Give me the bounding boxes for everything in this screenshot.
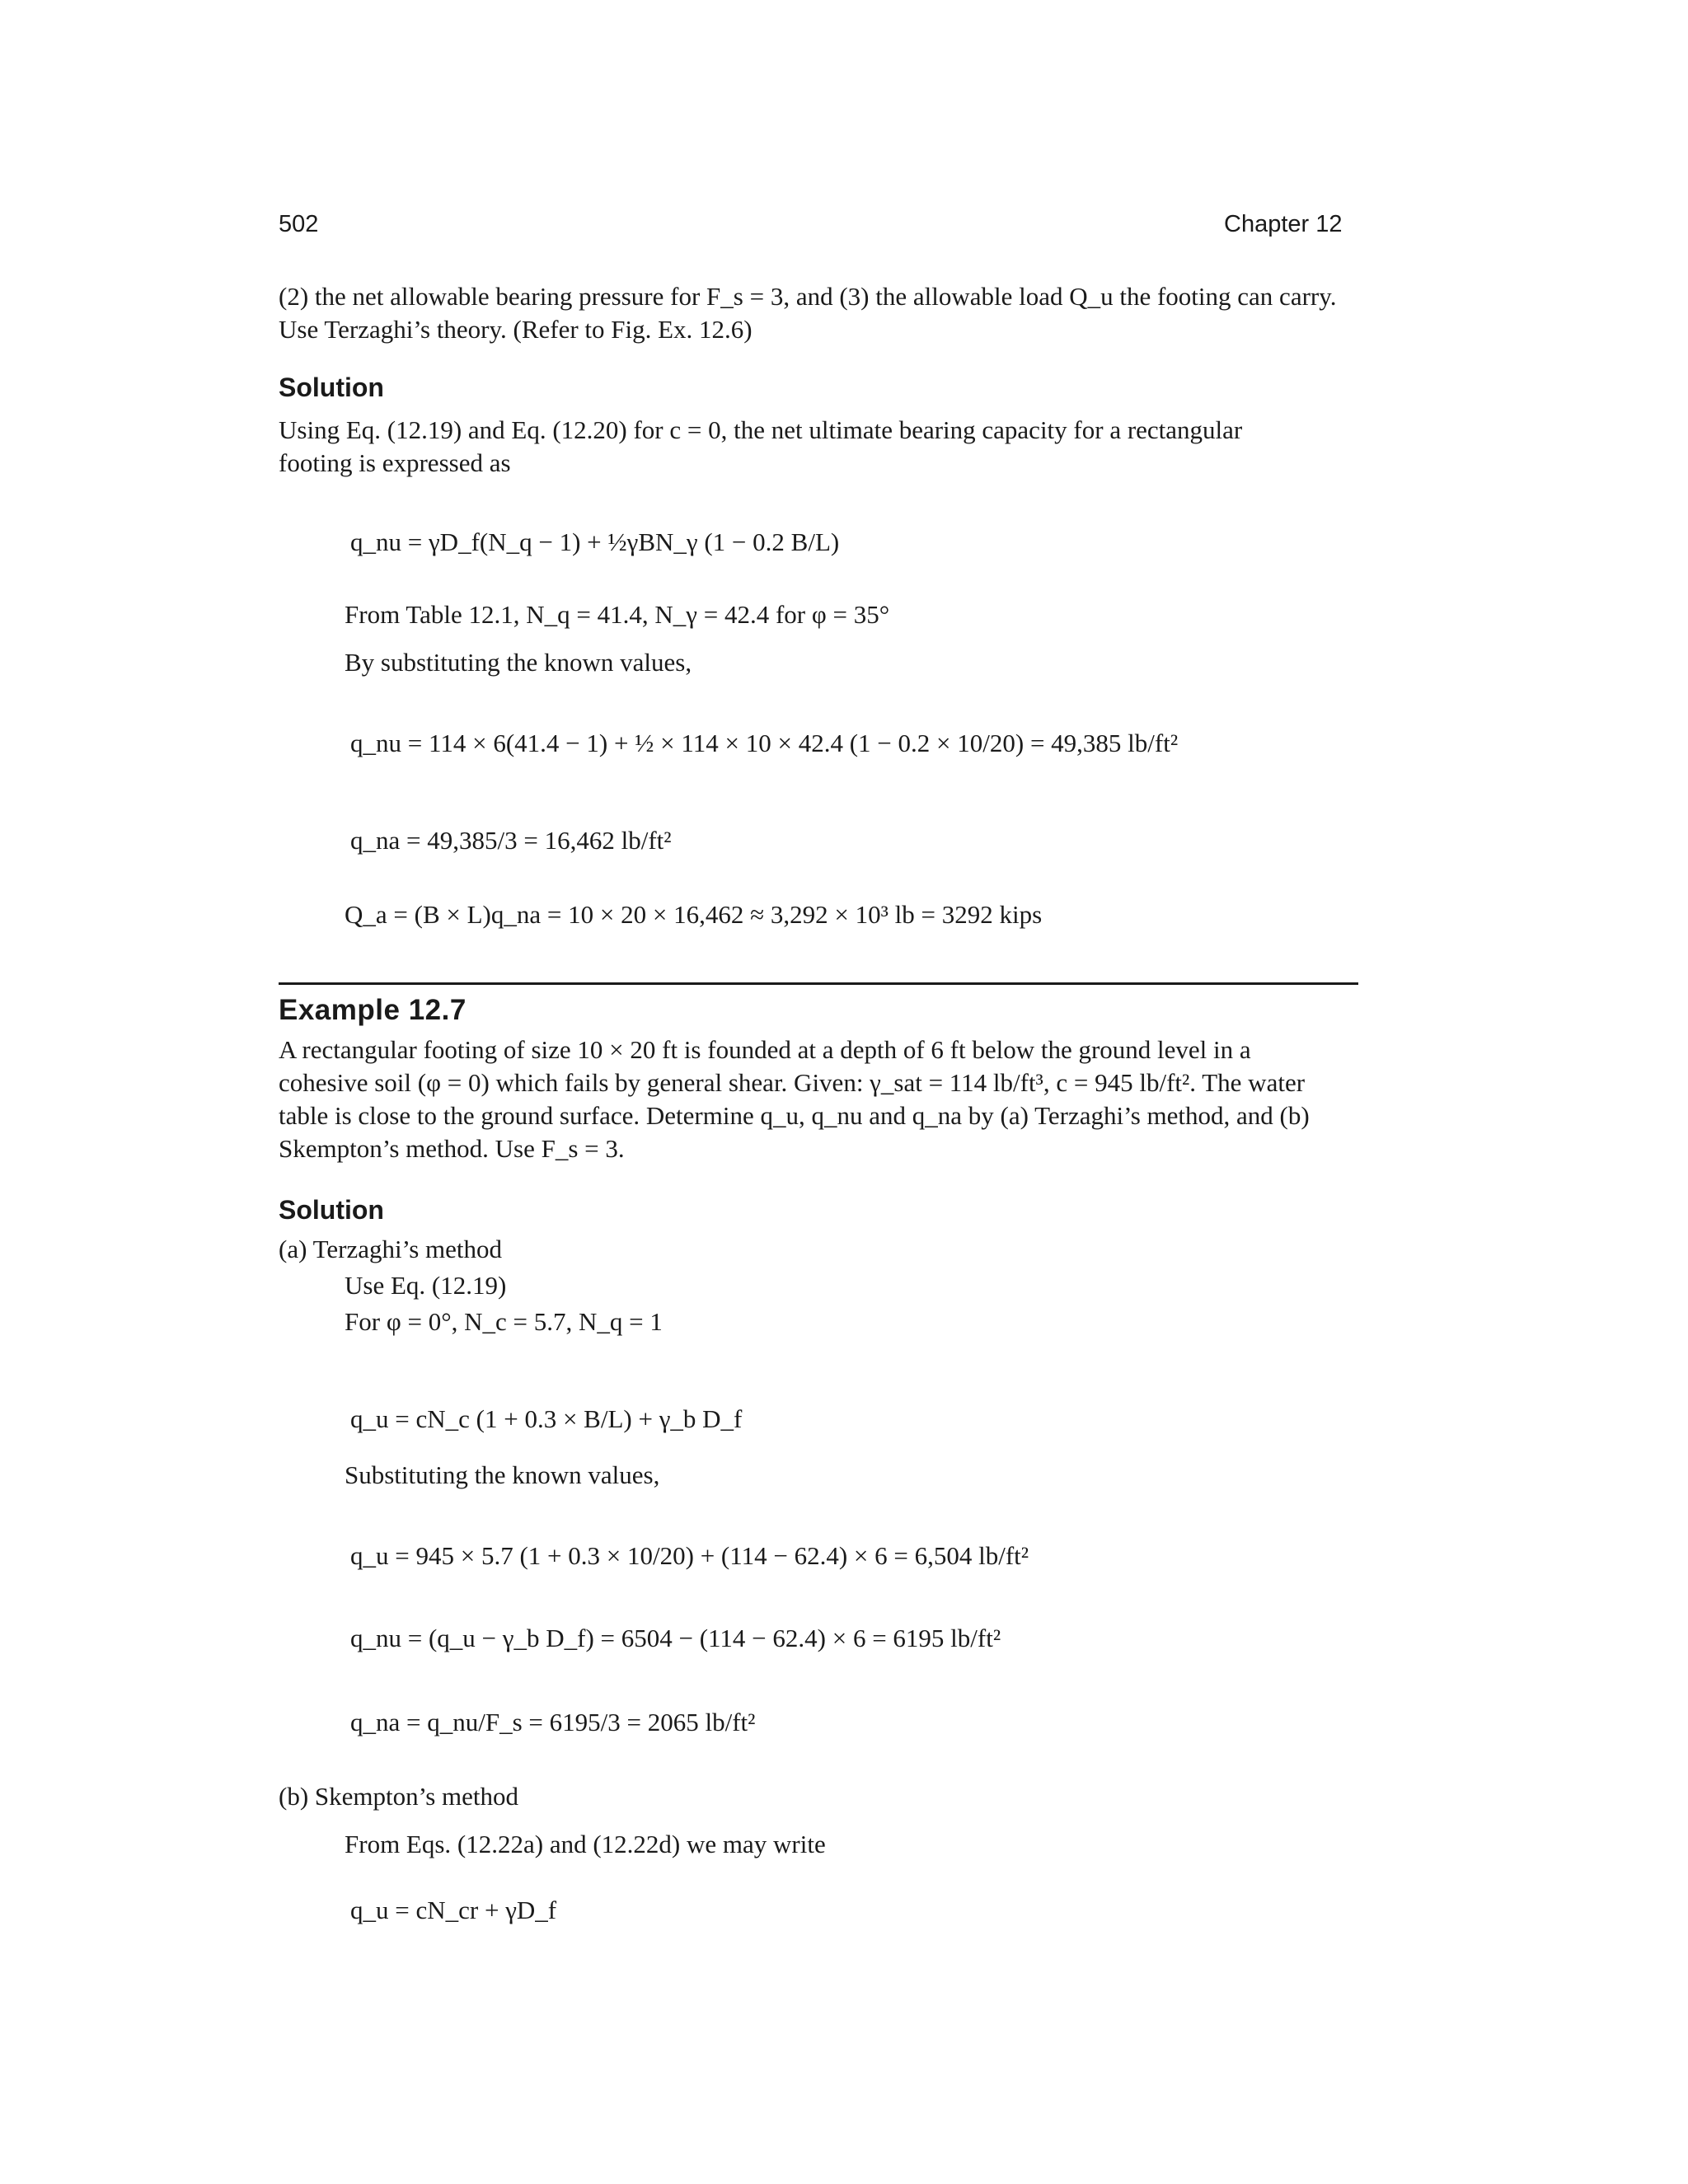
for-phi-line: For φ = 0°, N_c = 5.7, N_q = 1	[345, 1307, 663, 1336]
section-rule	[279, 982, 1358, 985]
equation-qnu-terzaghi: q_nu = (q_u − γ_b D_f) = 6504 − (114 − 62.4) × 6 = 6195 lb/ft²	[350, 1624, 1001, 1652]
page-number: 502	[279, 211, 319, 237]
part-b-label: (b) Skempton’s method	[279, 1782, 519, 1811]
part-a-label: (a) Terzaghi’s method	[279, 1235, 502, 1263]
equation-qa-numeric: Q_a = (B × L)q_na = 10 × 20 × 16,462 ≈ 3,292 × 10³ lb = 3292 kips	[345, 900, 1043, 929]
substituting-line-2: Substituting the known values,	[345, 1460, 660, 1489]
equation-qnu-general: q_nu = γD_f(N_q − 1) + ½γBN_γ (1 − 0.2 B/L)	[350, 527, 840, 556]
from-eqs-line: From Eqs. (12.22a) and (12.22d) we may write	[345, 1830, 826, 1858]
example-heading: Example 12.7	[279, 994, 467, 1026]
equation-qu-general: q_u = cN_c (1 + 0.3 × B/L) + γ_b D_f	[350, 1404, 743, 1433]
table-values-line: From Table 12.1, N_q = 41.4, N_γ = 42.4 for φ = 35°	[345, 600, 890, 629]
example-line-2: cohesive soil (φ = 0) which fails by general shear. Given: γ_sat = 114 lb/ft³, c = 945 lb/ft². The water	[279, 1068, 1306, 1097]
solution1-para-1: Using Eq. (12.19) and Eq. (12.20) for c = 0, the net ultimate bearing capacity for a rectangular	[279, 415, 1243, 444]
intro-line-1: (2) the net allowable bearing pressure for F_s = 3, and (3) the allowable load Q_u the footing can carry.	[279, 282, 1337, 311]
example-line-3: table is close to the ground surface. Determine q_u, q_nu and q_na by (a) Terzaghi’s method, and (b)	[279, 1101, 1310, 1130]
solution-heading-1: Solution	[279, 373, 384, 402]
chapter-label: Chapter 12	[1224, 211, 1343, 237]
example-line-4: Skempton’s method. Use F_s = 3.	[279, 1134, 625, 1163]
intro-line-2: Use Terzaghi’s theory. (Refer to Fig. Ex. 12.6)	[279, 315, 753, 344]
substituting-line-1: By substituting the known values,	[345, 648, 692, 677]
equation-qu-numeric: q_u = 945 × 5.7 (1 + 0.3 × 10/20) + (114 − 62.4) × 6 = 6,504 lb/ft²	[350, 1541, 1029, 1570]
equation-qna-terzaghi: q_na = q_nu/F_s = 6195/3 = 2065 lb/ft²	[350, 1708, 756, 1736]
solution1-para-2: footing is expressed as	[279, 448, 511, 477]
use-eq-line: Use Eq. (12.19)	[345, 1271, 507, 1300]
equation-qna-numeric: q_na = 49,385/3 = 16,462 lb/ft²	[350, 826, 672, 855]
solution-heading-2: Solution	[279, 1195, 384, 1225]
example-line-1: A rectangular footing of size 10 × 20 ft is founded at a depth of 6 ft below the ground level in a	[279, 1035, 1251, 1064]
equation-qnu-numeric: q_nu = 114 × 6(41.4 − 1) + ½ × 114 × 10 × 42.4 (1 − 0.2 × 10/20) = 49,385 lb/ft²	[350, 729, 1179, 757]
equation-qu-skempton: q_u = cN_cr + γD_f	[350, 1896, 557, 1924]
